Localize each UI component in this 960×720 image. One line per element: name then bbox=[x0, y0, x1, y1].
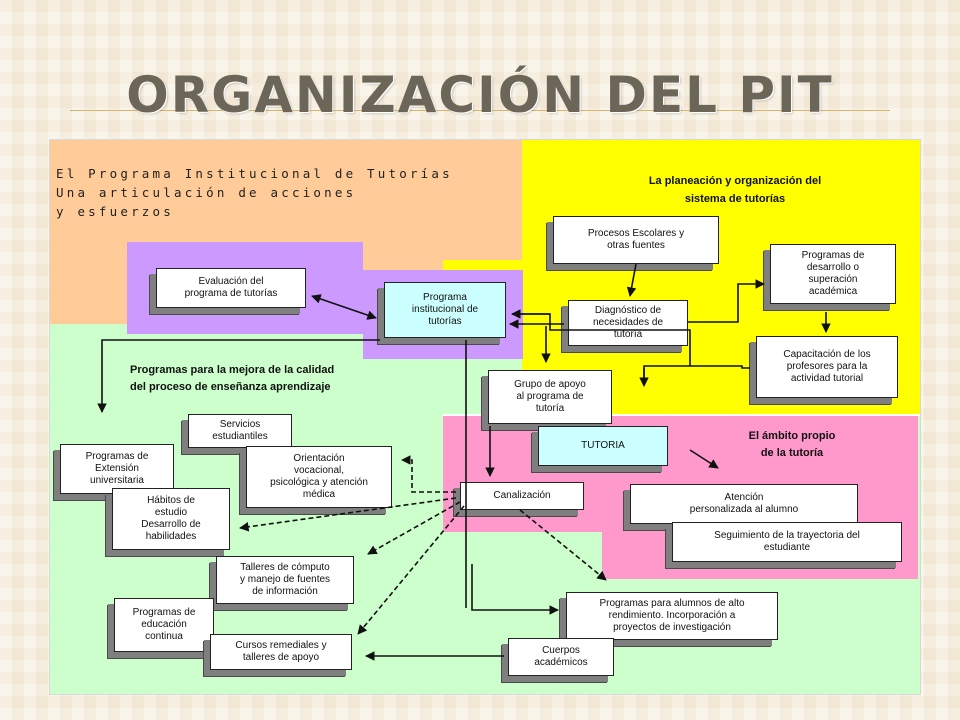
habitos-box: Hábitos de estudio Desarrollo de habilidades bbox=[112, 488, 230, 550]
diagnostico-box: Diagnóstico de necesidades de tutoría bbox=[568, 300, 688, 346]
cuerpos-academicos-box: Cuerpos académicos bbox=[508, 638, 614, 676]
planeacion-heading: La planeación y organización del sistema de tutorías bbox=[648, 175, 822, 205]
programas-heading: Programas para la mejora de la calidad del proceso de enseñanza aprendizaje bbox=[130, 364, 335, 393]
atencion-box: Atención personalizada al alumno bbox=[630, 484, 858, 524]
alto-rendimiento-box: Programas para alumnos de alto rendimiento. Incorporación a proyectos de investigación bbox=[566, 592, 778, 640]
cursos-remediales-box: Cursos remediales y talleres de apoyo bbox=[210, 634, 352, 670]
educacion-continua-box: Programas de educación continua bbox=[114, 598, 214, 652]
programas-desarrollo-box: Programas de desarrollo o superación académica bbox=[770, 244, 896, 304]
pit-diagram bbox=[50, 140, 920, 694]
ambito-heading: El ámbito propio de la tutoría bbox=[748, 430, 836, 459]
evaluacion-box: Evaluación del programa de tutorías bbox=[156, 268, 306, 308]
talleres-computo-box: Talleres de cómputo y manejo de fuentes de información bbox=[216, 556, 354, 604]
programa-institucional-box: Programa institucional de tutorías bbox=[384, 282, 506, 338]
arrow-alto-rendimiento bbox=[472, 564, 558, 610]
orientacion-box: Orientación vocacional, psicológica y atención médica bbox=[246, 446, 392, 508]
canalizacion-box: Canalización bbox=[460, 482, 584, 510]
grupo-apoyo-box: Grupo de apoyo al programa de tutoría bbox=[488, 370, 612, 424]
slide-title: ORGANIZACIÓN DEL PIT bbox=[126, 66, 834, 124]
tutoria-box: TUTORIA bbox=[538, 426, 668, 466]
servicios-box: Servicios estudiantiles bbox=[188, 414, 292, 448]
pit-heading: El Programa Institucional de Tutorías Una articulación de acciones y esfuerzos bbox=[56, 166, 453, 219]
seguimiento-box: Seguimiento de la trayectoria del estudiante bbox=[672, 522, 902, 562]
extension-box: Programas de Extensión universitaria bbox=[60, 444, 174, 494]
procesos-escolares-box: Procesos Escolares y otras fuentes bbox=[553, 216, 719, 264]
capacitacion-box: Capacitación de los profesores para la actividad tutorial bbox=[756, 336, 898, 398]
